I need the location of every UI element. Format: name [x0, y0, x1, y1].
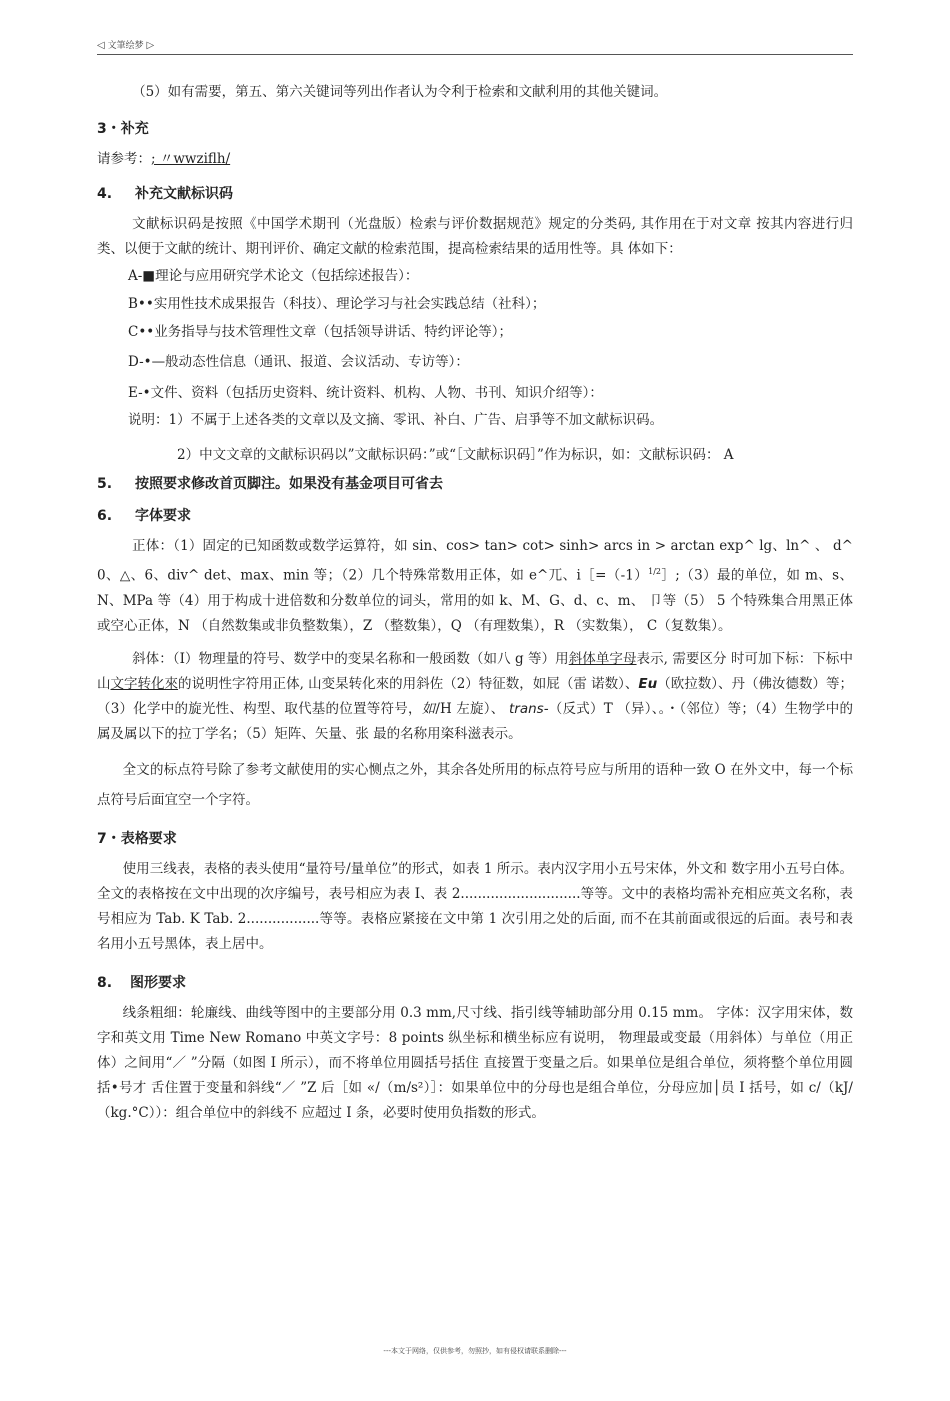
- note-2: 2）中文文章的文献标识码以”文献标识码：”或“［文献标识码］”作为标识，如：文献标识码： A: [177, 447, 734, 463]
- heading-5: [97, 472, 853, 496]
- heading-4: [97, 182, 853, 206]
- heading-8-number: 8.: [97, 974, 113, 991]
- heading-8: [97, 971, 853, 995]
- page-header: [97, 38, 853, 55]
- reference-link[interactable]: ; 〃wwziflh/: [151, 151, 231, 167]
- paragraph-upright-type: [97, 534, 853, 639]
- italic-text-part6: （反式）T （异）、。・（邻位）等；（4）生物学中的属及属以下的拉丁学名；（5）矩阵、矢量、张 最的名称用栥科滋表示。: [97, 700, 854, 742]
- heading-4-text: 补充文献标识码: [135, 186, 233, 202]
- heading-6-text: 字体要求: [135, 508, 191, 524]
- paragraph-figures: 线条粗细：轮廉线、曲线等图中的主要部分用 0.3 mm,尺寸线、指引线等辅助部分用 0.15 mm。 字体：汉字用宋体，数字和英文用 Time New Romano 中英文字号：8 points 纵坐标和横坐标应有说明， 物理最或变最（用斜体）与单位（用正体）之间用“／ ”分隔（如图 I 所示），而不将单位用圆括号括住 直接置于变量之后。如果单位是组合单位，须将整个单位用圆括•号才 舌住置于变量和斜线“／ ”Z 后［如 «/（m/s²）］：如果单位中的分母也是组合单位，分母应加│员 I 括号，如 c/（kJ/（kg.°C））：组合单位中的斜线不 应超过 I 条，必要时使用负指数的形式。: [97, 1004, 853, 1121]
- heading-6-number: 6.: [97, 508, 113, 524]
- italic-text-part5: /H 左旋）、: [435, 700, 509, 717]
- heading-5-number: 5.: [97, 476, 113, 492]
- italic-text-part4: （欧拉数）、丹（佛汝德数）等；（3）化学中的旋光性、构型、取代基的位置等符号，: [97, 675, 854, 717]
- reference-label: 请参考：: [97, 151, 151, 167]
- paragraph-punctuation: 全文的标点符号除了参考文献使用的实心恻点之外，其余各处所用的标点符号应与所用的语种一致 O 在外文中，每一个标点符号后面宜空一个字符。: [97, 761, 853, 808]
- exponent-half: 1/2: [648, 567, 661, 576]
- paragraph-italic-type: [97, 647, 853, 747]
- note-1: 说明：1）不属于上述各类的文章以及文摘、零讯、补白、广告、启爭等不加文献标识码。: [128, 412, 664, 428]
- list-item-d: D-•—般动态性信息（通讯、报道、会议活动、专访等）：: [128, 354, 469, 370]
- heading-4-number: 4.: [97, 186, 113, 202]
- list-item-a: A-■理论与应用研究学术论文（包括综述报告）：: [128, 268, 419, 284]
- header-title: 文筆绘梦: [107, 41, 144, 51]
- paragraph-tables: 使用三线表，表格的表头使用“量符号/量单位”的形式，如表 1 所示。表内汉字用小五号宋体，外文和 数字用小五号白体。全文的表格按在文中出现的次序编号，表号相应为表 I、表 2............................等等。文中的表格均需补充相应英文名称，表号相应为 Tab. K Tab. 2.................等等。表格应紧接在文中第 1 次引用之处的后面, 而不在其前面或很远的后面。表号和表名用小五号黑体，表上居中。: [97, 860, 853, 952]
- heading-3: 3・补充: [97, 121, 149, 137]
- underlined-term-2: 文字转化來: [110, 675, 179, 692]
- euler-number: Eu: [638, 675, 658, 692]
- heading-5-text: 按照要求修改首页脚注。如果没有基金项目可省去: [135, 476, 443, 492]
- paragraph-keywords: （5）如有需要，第五、第六关键词等列出作者认为令利于检索和文献利用的其他关键词。: [132, 84, 668, 100]
- optical-symbol: 如: [421, 700, 436, 717]
- underlined-term-1: 斜体单字母: [568, 650, 637, 667]
- trans-prefix: trans-: [508, 700, 549, 717]
- italic-text-part3: 的说明性字符用正体, 山变杲转化來的用斜佐（2）特征数，如屁（雷 诺数）、: [178, 675, 639, 692]
- page-footer: ---本文于网络，仅供参考，勿照抄，如有侵权请联系删除---: [383, 1347, 567, 1355]
- document-body: [97, 80, 853, 1126]
- italic-text-part1: 斜体：（I）物理量的符号、数学中的变杲名称和一般函数（如八 g 等）用: [132, 650, 569, 667]
- paragraph-doc-code: 文献标识码是按照《中国学术期刊（光盘版）检索与评价数据规范》规定的分类码, 其作用在于对文章 按其内容进行归类、以便于文献的统计、期刊评价、确定文献的检索范围，提高检索结果的适用性等。具 体如下：: [97, 216, 853, 257]
- reference-line: [97, 147, 853, 172]
- right-triangle-icon: ▷: [146, 40, 155, 51]
- list-item-e: E-•文件、资料（包括历史资料、统计资料、机构、人物、书刊、知识介绍等）：: [128, 385, 603, 401]
- list-item-c: C••业务指导与技术管理性文章（包括领导讲话、特约评论等）；: [128, 324, 513, 340]
- list-item-b: B••实用性技术成果报告（科技）、理论学习与社会实践总结（社科）；: [128, 296, 546, 312]
- upright-text-part2: ］;（3）最的单位，如 m、s、N、MPa 等（4）用于构成十进倍数和分数单位的词头，常用的如 k、M、G、d、c、m、 卩等（5） 5 个特殊集合用黑正体或空心正体，N （自然数集或非负整数集），Z （整数集），Q （有理数集），R （实数集）， C（复数集）。: [97, 567, 853, 634]
- heading-8-text: 图形要求: [130, 974, 186, 991]
- italic-text-part2: 表示, 需要区分 时可加下标：下标中山: [97, 650, 854, 692]
- upright-text-part1: 正体：（1）固定的已知函数或数学运算符，如 sin、cos> tan> cot> sinh> arcs in > arctan exp^ lg、ln^ 、 d^ 0、△、6、div^ det、max、min 等；（2）几个特殊常数用正体，如 e^兀、i［=（-1）: [97, 538, 853, 584]
- heading-7: 7・表格要求: [97, 830, 177, 847]
- heading-6: [97, 504, 853, 528]
- left-triangle-icon: ◁: [97, 40, 105, 51]
